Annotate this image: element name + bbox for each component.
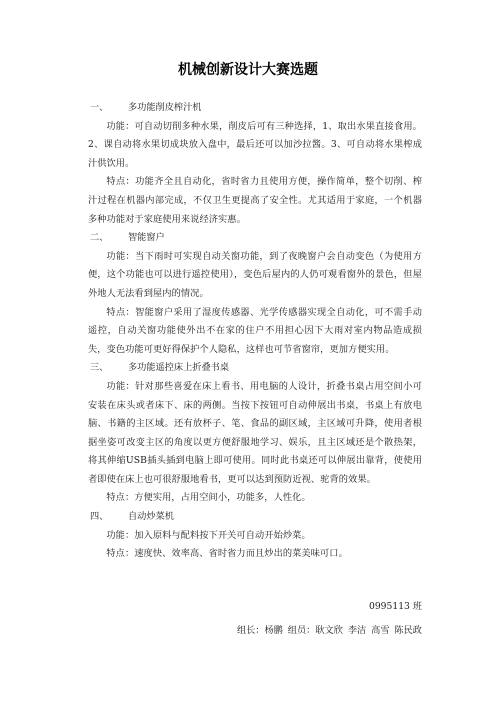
section-number: 一、 [90, 102, 109, 113]
section-title: 多功能削皮榨汁机 [128, 102, 202, 113]
page-title: 机械创新设计大赛选题 [178, 62, 318, 78]
section-features: 特点：速度快、效率高、省时省力而且炒出的菜美味可口。 [106, 548, 348, 560]
section-heading [88, 99, 422, 118]
section-heading [88, 229, 422, 248]
section-title: 多功能遥控床上折叠书桌 [128, 362, 230, 374]
section-features: 特点：功能齐全且自动化，省时省力且使用方便，操作简单，整个切削、榨汁过程在机器内部完成，不仅卫生更提高了安全性。尤其适用于家庭，一个机器多种功能对于家庭使用来说经济实惠。 [88, 176, 422, 225]
document-body [88, 99, 422, 564]
team-members: 组长：杨鹏 组员：耿文欣 李洁 高雪 陈民政 [236, 625, 422, 636]
section-number: 三、 [90, 362, 109, 374]
section-title: 自动炒菜机 [128, 511, 174, 523]
section-function: 功能：当下雨时可实现自动关窗功能，到了夜晚窗户会自动变色（为使用方便，这个功能也可以进行遥控使用），变色后屋内的人仍可观看窗外的景色，但屋外地人无法看到屋内的情况。 [88, 250, 422, 299]
section-function: 功能：可自动切削多种水果，削皮后可有三种选择，1、取出水果直接食用。2、课自动将水果切成块放入盘中，最后还可以加沙拉酱。3、可自动将水果榨成汁供饮用。 [88, 120, 422, 169]
section-title: 智能窗户 [128, 232, 165, 244]
section-function: 功能：加入原料与配料按下开关可自动开始炒菜。 [106, 529, 311, 541]
section-features: 特点：方便实用，占用空间小，功能多，人性化。 [106, 492, 311, 504]
section-number: 二、 [90, 232, 109, 244]
section-heading [88, 508, 422, 527]
section-function: 功能：针对那些喜爱在床上看书、用电脑的人设计，折叠书桌占用空间小可安装在床头或者床下、床的两侧。当按下按钮可自动伸展出书桌，书桌上有放电脑、书籍的主区域。还有放杯子、笔、食品的副区域，主区域可升降，使用者根据坐姿可改变主区的角度以更方便舒服地学习、娱乐，且主区域还是个散热架，将其伸缩USB插头插到电脑上即可使用。同时此书桌还可以伸展出靠背，使使用者即使在床上也可很舒服地看书，更可以达到预防近视、驼背的效果。 [88, 380, 422, 485]
section-number: 四、 [90, 511, 109, 523]
section-features: 特点：智能窗户采用了湿度传感器、光学传感器实现全自动化，可不需手动遥控，自动关窗功能使外出不在家的住户不用担心因下大雨对室内物品造成损失，变色功能可更好得保护个人隐私，这样也可节省窗帘，更加方便实用。 [88, 306, 422, 355]
section-heading [88, 359, 422, 378]
class-label: 0995113 班 [368, 601, 422, 612]
